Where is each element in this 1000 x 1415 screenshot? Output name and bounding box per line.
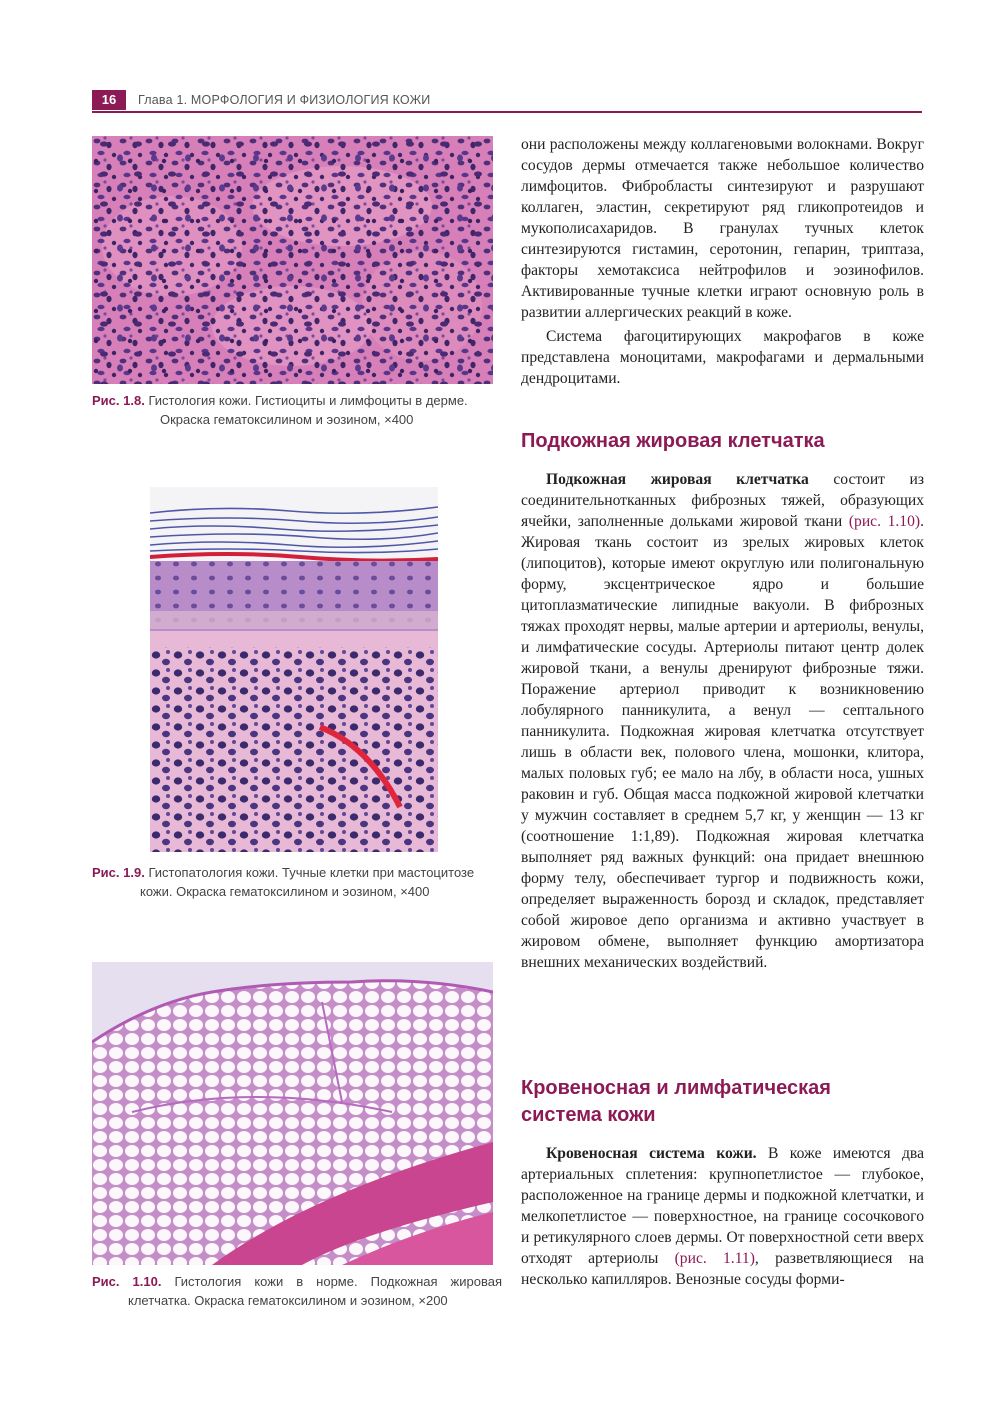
paragraph-3 [521,469,924,973]
paragraph-4-text-a: В коже имеются два артериальных сплетения: крупнопетлистое — глубокое, расположенное на границе дермы и подкожной клетчатки, и мелкопетлистое — поверхностное, на границе сосочкового и ретикулярного слоев дермы. От поверхностной сети вверх отходят артериолы [521,1145,924,1267]
figure-1-10-caption [92,1272,502,1310]
figure-1-8-caption [92,391,502,429]
body-text-fat [521,469,924,973]
figure-1-8-caption-line2: Окраска гематоксилином и эозином, ×400 [160,412,414,427]
page-number: 16 [92,90,126,110]
figure-1-8-image [92,136,493,384]
paragraph-4-text-b: , разветвляющиеся на несколько капилляров. Венозные сосуды форми- [521,1250,924,1288]
figure-1-9-caption-line1: Гистопатология кожи. Тучные клетки при мастоцитозе [148,865,475,880]
body-text-top [521,134,924,389]
chapter-title: Глава 1. МОРФОЛОГИЯ И ФИЗИОЛОГИЯ КОЖИ [138,93,431,107]
figure-1-8-label: Рис. 1.8. [92,393,145,408]
paragraph-3-text-a: состоит из соединительнотканных фиброзных тяжей, образующих ячейки, заполненные дольками жировой ткани [521,471,924,530]
figure-1-10-reference[interactable]: (рис. 1.10) [848,513,921,530]
figure-1-9-image [150,487,438,852]
paragraph-1: они расположены между коллагеновыми волокнами. Вокруг сосудов дермы отмечается также небольшое количество лимфоцитов. Фибробласты синтезируют и разрушают коллаген, эластин, секретируют ряд гликопротеидов и мукополисахаридов. В гранулах тучных клеток синтезируются гистамин, серотонин, гепарин, триптаза, факторы хемотаксиса нейтрофилов и эозинофилов. Активированные тучные клетки играют основную роль в развитии аллергических реакций в коже. [521,136,924,321]
figure-1-9-label: Рис. 1.9. [92,865,145,880]
heading-blood-line2: система кожи [521,1104,656,1126]
figure-1-10-label: Рис. 1.10. [92,1274,162,1289]
running-header [92,90,922,110]
figure-1-10-caption-line1: Гистология кожи в норме. Подкожная жировая [174,1274,502,1289]
figure-1-8-caption-line1: Гистология кожи. Гистиоциты и лимфоциты в дерме. [148,393,468,408]
paragraph-4 [521,1143,924,1290]
paragraph-3-bold: Подкожная жировая клетчатка [546,471,809,488]
paragraph-4-bold: Кровеносная система кожи. [546,1145,757,1162]
header-rule [92,111,922,113]
heading-blood-lymph-system [521,1075,924,1129]
paragraph-2: Система фагоцитирующих макрофагов в коже представлена моноцитами, макрофагами и дермальными дендроцитами. [521,328,924,387]
figure-1-9-caption [92,863,502,901]
figure-1-11-reference[interactable]: (рис. 1.11) [674,1250,755,1267]
heading-subcutaneous-fat: Подкожная жировая клетчатка [521,430,825,452]
paragraph-3-text-b: . Жировая ткань состоит из зрелых жировых клеток (липоцитов), которые имеют округлую или полигональную форму, эксцентрическое ядро и большие цитоплазматические липидные вакуоли. В фиброзных тяжах проходят нервы, малые артерии и артериолы, венулы, и лимфатические сосуды. Артериолы питают центр долек жировой ткани, а венулы дренируют фиброзные тяжи. Поражение артериол приводит к возникновению лобулярного панникулита, а венул — септального панникулита. Подкожная жировая клетчатка отсутствует лишь в области век, полового члена, мошонки, клитора, малых половых губ; ее мало на лбу, в области носа, ушных раковин и губ. Общая масса подкожной жировой клетчатки у мужчин составляет в среднем 5,7 кг, у женщин — 13 кг (соотношение 1:1,89). Подкожная жировая клетчатка выполняет ряд важных функций: она придает внешнюю форму телу, обеспечивает тургор и подвижность кожи, определяет выраженность борозд и складок, представляет собой жировое депо организма и активно участвует в жировом обмене, выполняет функцию амортизатора внешних механических воздействий. [521,513,924,971]
figure-1-10-image [92,962,493,1265]
body-text-blood [521,1143,924,1290]
figure-1-10-caption-line2: клетчатка. Окраска гематоксилином и эозином, ×200 [128,1293,448,1308]
heading-blood-line1: Кровеносная и лимфатическая [521,1077,831,1099]
figure-1-9-caption-line2: кожи. Окраска гематоксилином и эозином, ×400 [140,884,430,899]
